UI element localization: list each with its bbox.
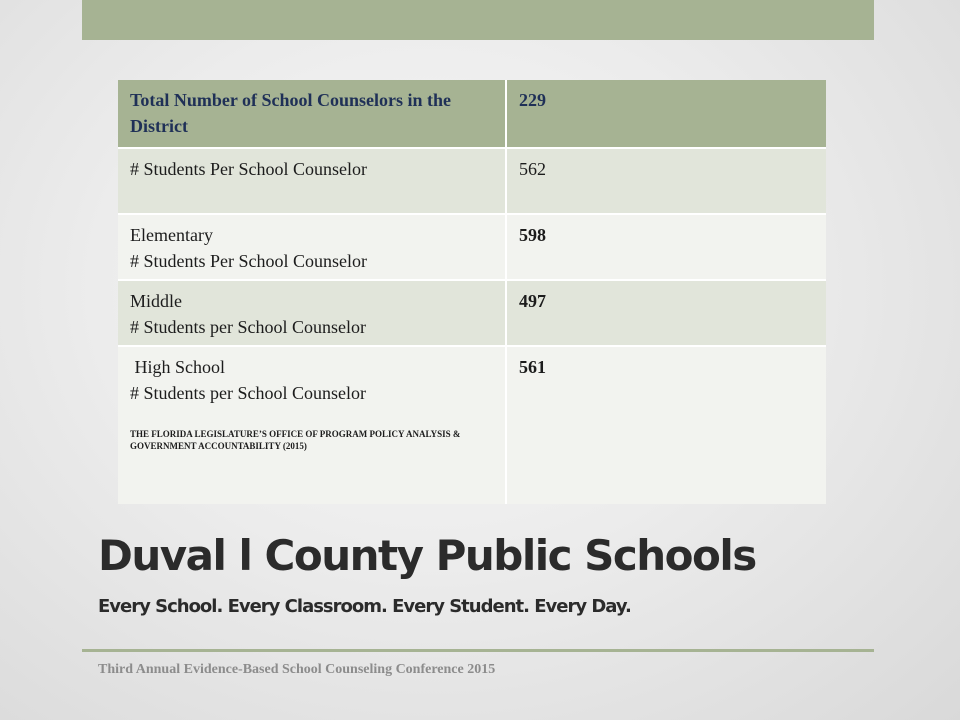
total-counselors-value: 229: [506, 80, 826, 148]
table-row: [118, 346, 826, 504]
middle-label: Middle: [130, 291, 182, 311]
slide-title: Duval l County Public Schools: [98, 531, 756, 580]
students-per-counselor-label: # Students Per School Counselor: [118, 148, 506, 214]
top-accent-band: [82, 0, 874, 40]
elementary-sublabel: # Students Per School Counselor: [130, 251, 367, 271]
table-header-row: [118, 80, 826, 148]
footer-divider: [82, 649, 874, 652]
high-school-value: 561: [506, 346, 826, 504]
source-citation: THE FLORIDA LEGISLATURE’S OFFICE OF PROGRAM POLICY ANALYSIS & GOVERNMENT ACCOUNTABILITY (2015): [130, 429, 461, 451]
elementary-value: 598: [506, 214, 826, 280]
footer-text: Third Annual Evidence-Based School Counseling Conference 2015: [98, 662, 496, 677]
elementary-label: Elementary: [130, 225, 213, 245]
high-school-label: High School: [130, 357, 226, 377]
counselor-stats-table: [118, 80, 826, 504]
elementary-cell: [118, 214, 506, 280]
table-row: [118, 148, 826, 214]
slide-subtitle: Every School. Every Classroom. Every Student. Every Day.: [98, 596, 631, 617]
table-row: [118, 280, 826, 346]
middle-value: 497: [506, 280, 826, 346]
high-school-sublabel: # Students per School Counselor: [130, 383, 366, 403]
middle-cell: [118, 280, 506, 346]
students-per-counselor-value: 562: [506, 148, 826, 214]
table-row: [118, 214, 826, 280]
total-counselors-label: Total Number of School Counselors in the District: [118, 80, 506, 148]
high-school-cell: [118, 346, 506, 504]
middle-sublabel: # Students per School Counselor: [130, 317, 366, 337]
